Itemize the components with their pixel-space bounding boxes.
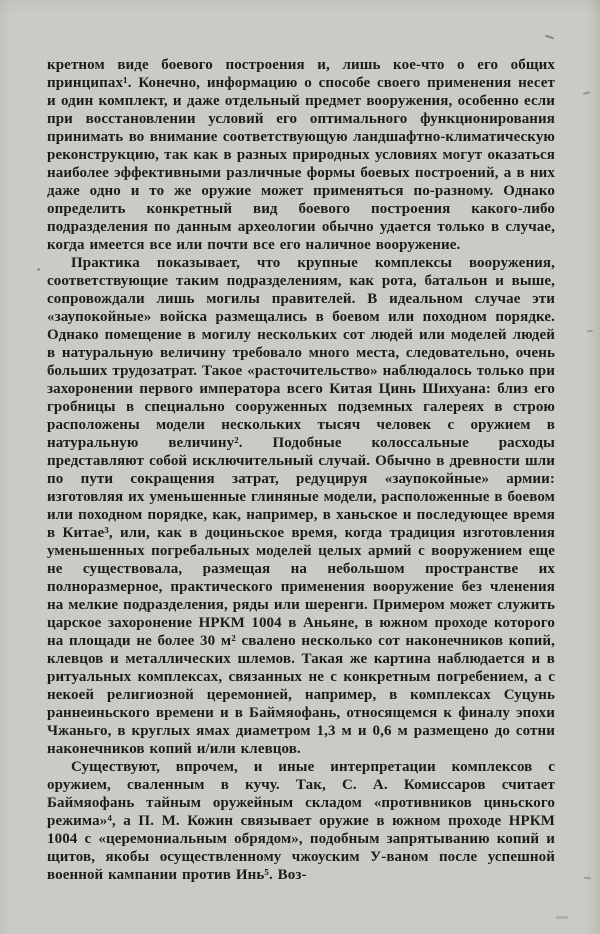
text-block [47, 56, 555, 884]
paragraph-body: Существуют, впрочем, и иные интерпретации комплексов с оружием, сваленным в кучу. Так, С. А. Комиссаров считает Баймяофань тайным оружейным складом «противников циньского режима»⁴, а П. М. Кожин связывает оружие в южном проходе НРКМ 1004 с «церемониальным обрядом», подобным запрятыванию копий и щитов, якобы осуществленному чжоуским У-ваном после успешной военной кампании против Инь⁵. Воз- [47, 759, 555, 883]
scan-artifact-speck [37, 268, 40, 271]
scan-artifact-mark [583, 91, 590, 94]
scan-artifact-mark [587, 330, 593, 332]
paragraph-body: Практика показывает, что крупные комплексы вооружения, соответствующие таким подразделениям, как рота, батальон и выше, сопровождали лишь могилы правителей. В идеальном случае эти «заупокойные» войска размещались в боевом или походном порядке. Однако помещение в могилу нескольких сот людей или моделей людей в натуральную величину требовало много места, следовательно, очень больших трудозатрат. Такое «расточительство» наблюдалось только при захоронении первого императора всего Китая Цинь Шихуана: близ его гробницы в специально сооруженных подземных галереях в строю расположены модели нескольких тысяч человек с оружием в натуральную величину². Подобные колоссальные расходы представляют собой исключительный случай. Обычно в древности шли по пути сокращения затрат, редуцируя «заупокойные» армии: изготовляя их уменьшенные глиняные модели, расположенные в боевом или походном порядке, как, например, в ханьское и последующее время в Китае³, или, как в доциньское время, когда традиция изготовления уменьшенных погребальных моделей целых армий с вооружением еще не существовала, размещая на небольшом пространстве их полноразмерное, практического применения вооружение без членения на мелкие подразделения, ряды или шеренги. Примером может служить царское захоронение НРКМ 1004 в Аньяне, в южном проходе которого на площади не более 30 м² свалено несколько сот наконечников копий, клевцов и металлических шлемов. Такая же картина наблюдается и в ритуальных комплексах, связанных не с конкретным погребением, а с некоей религиозной церемонией, например, в комплексах Суцунь раннеиньского времени и в Баймяофань, относящемся к финалу эпохи Чжаньго, в круглых ямах диаметром 1,3 м и 0,6 м размещено до сотни наконечников копий и/или клевцов. [47, 255, 555, 757]
scan-artifact-mark [545, 35, 554, 40]
paragraph-continuation: кретном виде боевого построения и, лишь кое-что о его общих принципах¹. Конечно, информацию о способе своего применения несет и один комплект, и даже отдельный предмет вооружения, особенно если при восстановлении условий его оптимального функционирования принимать во внимание соответствующую ландшафтно-климатическую реконструкцию, так как в разных природных условиях могут оказаться наиболее эффективными различные формы боевых построений, а в них даже одно и то же оружие может применяться по-разному. Однако определить конкретный вид боевого построения какого-либо подразделения по данным археологии обычно удается только в случае, когда имеется все или почти все его наличное вооружение. [47, 57, 555, 253]
scan-artifact-smudge [556, 916, 568, 919]
scan-artifact-mark [584, 877, 591, 880]
